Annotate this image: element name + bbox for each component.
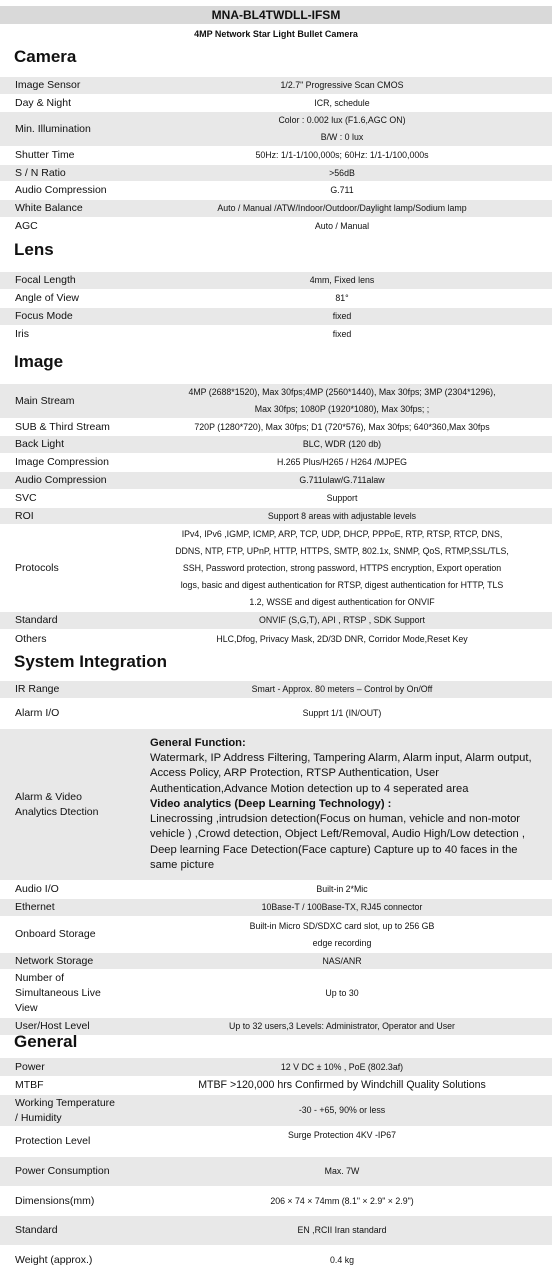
spec-value: NAS/ANR xyxy=(322,955,362,966)
spec-value: G.711ulaw/G.711alaw xyxy=(299,475,385,485)
spec-label: Shutter Time xyxy=(15,149,75,161)
spec-value-line: logs, basic and digest authentication for RTSP, digest authentication for HTTP, TLS xyxy=(180,579,504,590)
spec-label: User/Host Level xyxy=(15,1020,90,1032)
spec-value: Auto / Manual xyxy=(314,220,370,231)
spec-row xyxy=(0,1186,552,1215)
spec-row xyxy=(0,76,552,94)
spec-value: Auto / Manual /ATW/Indoor/Outdoor/Daylight lamp/Sodium lamp xyxy=(217,203,467,213)
spec-row xyxy=(0,952,552,969)
spec-value: -30 - +65, 90% or less xyxy=(298,1105,386,1115)
spec-value-line: DDNS, NTP, FTP, UPnP, HTTP, HTTPS, SMTP, 802.1x, SNMP, QoS, RTMP,SSL/TLS, xyxy=(175,545,509,556)
spec-label-line: Analytics Dtection xyxy=(15,805,99,818)
spec-label xyxy=(0,971,138,1016)
spec-value: >56dB xyxy=(329,167,355,178)
spec-label: Audio Compression xyxy=(15,474,107,486)
spec-value: Up to 32 users,3 Levels: Administrator, Operator and User xyxy=(229,1021,455,1031)
spec-label: Day & Night xyxy=(15,96,72,109)
spec-row xyxy=(0,489,552,507)
spec-row xyxy=(0,1126,552,1156)
spec-row xyxy=(0,271,552,289)
spec-label-line: Working Temperature xyxy=(15,1096,115,1109)
spec-label-line: Number of xyxy=(15,972,65,984)
spec-label: Power Consumption xyxy=(15,1165,110,1177)
spec-label-line: View xyxy=(15,1002,38,1014)
spec-row xyxy=(0,916,552,952)
spec-label: White Balance xyxy=(15,202,83,214)
spec-value: fixed xyxy=(332,329,352,339)
spec-row xyxy=(0,435,552,453)
spec-value: 720P (1280*720), Max 30fps; D1 (720*576), Max 30fps; 640*360,Max 30fps xyxy=(194,421,490,432)
spec-label: AGC xyxy=(15,219,38,232)
lens-table xyxy=(0,271,552,343)
section-title-general: General xyxy=(14,1032,78,1051)
spec-value: Max. 7W xyxy=(324,1166,360,1176)
spec-label: Focus Mode xyxy=(15,310,73,322)
spec-value-line: IPv4, IPv6 ,IGMP, ICMP, ARP, TCP, UDP, DHCP, PPPoE, RTP, RTSP, RTCP, DNS, xyxy=(181,528,503,539)
spec-label: Standard xyxy=(15,1224,58,1236)
spec-row xyxy=(0,698,552,728)
spec-row xyxy=(0,164,552,181)
spec-row xyxy=(0,307,552,325)
spec-label: Main Stream xyxy=(15,394,75,407)
spec-value: 50Hz: 1/1-1/100,000s; 60Hz: 1/1-1/100,000s xyxy=(255,150,429,160)
spec-value: H.265 Plus/H265 / H264 /MJPEG xyxy=(276,457,408,467)
spec-value-line: 4MP (2688*1520), Max 30fps;4MP (2560*1440), Max 30fps; 3MP (2304*1296), xyxy=(188,387,496,397)
spec-label: Weight (approx.) xyxy=(15,1254,93,1266)
spec-label-line: Simultaneous Live xyxy=(15,987,101,999)
section-title-system-integration: System Integration xyxy=(14,652,168,671)
face-detection-text: Deep learning Face Detection(Face capture) Capture up to 40 faces in the same picture xyxy=(150,843,518,871)
spec-value: HLC,Dfog, Privacy Mask, 2D/3D DNR, Corridor Mode,Reset Key xyxy=(216,633,468,644)
section-title-camera: Camera xyxy=(14,47,77,66)
spec-value: Built-in 2*Mic xyxy=(316,884,368,894)
spec-label-line: / Humidity xyxy=(15,1111,62,1124)
spec-label: Alarm I/O xyxy=(15,707,60,719)
spec-label: Others xyxy=(15,632,47,645)
spec-row xyxy=(0,146,552,164)
spec-row xyxy=(0,611,552,629)
spec-label: SVC xyxy=(15,492,37,504)
spec-label: Audio I/O xyxy=(15,883,59,895)
spec-label: S / N Ratio xyxy=(15,166,66,179)
spec-row xyxy=(0,1156,552,1186)
spec-row xyxy=(0,1094,552,1126)
spec-value: ICR, schedule xyxy=(314,97,370,108)
camera-table xyxy=(0,76,552,234)
spec-value: Support 8 areas with adjustable levels xyxy=(267,510,417,521)
spec-label: Onboard Storage xyxy=(15,928,96,940)
image-table xyxy=(0,383,552,648)
spec-row xyxy=(0,524,552,611)
spec-label: Ethernet xyxy=(15,901,55,913)
spec-row xyxy=(0,1215,552,1245)
spec-value: 206 × 74 × 74mm (8.1" × 2.9" × 2.9") xyxy=(270,1195,414,1206)
spec-value: fixed xyxy=(332,311,352,321)
analytics-description xyxy=(138,736,552,873)
spec-row xyxy=(0,453,552,471)
spec-row xyxy=(0,898,552,916)
spec-label: IR Range xyxy=(15,683,60,695)
general-function-heading: General Function: xyxy=(150,737,246,750)
spec-row xyxy=(0,1057,552,1076)
spec-label: Protocols xyxy=(15,561,59,574)
spec-value-line: Built-in Micro SD/SDXC card slot, up to 256 GB xyxy=(249,920,435,931)
spec-value-line: B/W : 0 lux xyxy=(320,132,364,142)
system-table xyxy=(0,680,552,1035)
video-analytics-heading: Video analytics (Deep Learning Technology) : xyxy=(150,797,392,810)
spec-row xyxy=(0,880,552,898)
spec-value-line: Max 30fps; 1080P (1920*1080), Max 30fps; ; xyxy=(254,404,430,414)
spec-label: Focal Length xyxy=(15,274,76,286)
spec-value: EN ,RCII Iran standard xyxy=(297,1225,387,1235)
spec-value: 12 V DC ± 10% , PoE (802.3af) xyxy=(280,1061,404,1072)
spec-label: MTBF xyxy=(15,1079,44,1091)
spec-value: BLC, WDR (120 db) xyxy=(302,439,382,449)
spec-value-line: Color : 0.002 lux (F1.6,AGC ON) xyxy=(278,115,406,125)
spec-label: Dimensions(mm) xyxy=(15,1194,95,1207)
spec-label xyxy=(0,790,138,820)
model-title: MNA-BL4TWDLL-IFSM xyxy=(0,6,552,24)
spec-value-line: SSH, Password protection, strong password, HTTPS encryption, Export operation xyxy=(182,562,502,573)
product-subtitle: 4MP Network Star Light Bullet Camera xyxy=(194,29,358,39)
section-title-lens: Lens xyxy=(14,240,54,259)
spec-row xyxy=(0,111,552,146)
spec-value: Support xyxy=(326,493,358,503)
spec-row xyxy=(0,217,552,234)
spec-value xyxy=(138,112,552,146)
spec-value: Surge Protection 4KV -IP67 xyxy=(287,1130,397,1140)
spec-row xyxy=(0,94,552,111)
spec-value: 81° xyxy=(335,293,349,303)
spec-value: ONVIF (S,G,T), API , RTSP , SDK Support xyxy=(259,615,425,625)
spec-row xyxy=(0,507,552,524)
general-table xyxy=(0,1057,552,1275)
spec-row xyxy=(0,325,552,343)
spec-value xyxy=(138,526,552,611)
spec-label: Min. Illumination xyxy=(15,122,91,135)
spec-value: Supprt 1/1 (IN/OUT) xyxy=(302,708,382,718)
spec-row xyxy=(0,289,552,307)
spec-value xyxy=(138,918,552,952)
spec-label: Protection Level xyxy=(15,1135,91,1147)
spec-row xyxy=(0,629,552,648)
spec-value: Up to 30 xyxy=(325,988,359,998)
spec-row xyxy=(0,1245,552,1275)
spec-label: Standard xyxy=(15,614,58,626)
spec-row xyxy=(0,199,552,217)
spec-label: Iris xyxy=(15,328,29,340)
spec-value: 0.4 kg xyxy=(330,1255,354,1265)
spec-label: Back Light xyxy=(15,438,65,450)
spec-row xyxy=(0,471,552,489)
spec-label: Image Compression xyxy=(15,456,109,468)
spec-value: G.711 xyxy=(330,185,354,195)
spec-row xyxy=(0,418,552,435)
spec-row xyxy=(0,1076,552,1094)
spec-label: Angle of View xyxy=(15,292,80,304)
spec-label-line: Alarm & Video xyxy=(15,790,82,803)
spec-row xyxy=(0,680,552,698)
spec-value: 4mm, Fixed lens xyxy=(309,275,375,285)
section-title-image: Image xyxy=(14,352,64,371)
spec-label xyxy=(0,1096,138,1126)
spec-row xyxy=(0,181,552,199)
spec-label: Audio Compression xyxy=(15,184,107,196)
spec-value: Smart - Approx. 80 meters – Control by On/Off xyxy=(251,684,433,694)
spec-label: ROI xyxy=(15,509,34,522)
spec-value: 10Base-T / 100Base-TX, RJ45 connector xyxy=(261,902,423,912)
spec-value: 1/2.7" Progressive Scan CMOS xyxy=(280,80,404,90)
spec-value: MTBF >120,000 hrs Confirmed by Windchill Quality Solutions xyxy=(198,1079,486,1091)
spec-label: Power xyxy=(15,1060,45,1073)
spec-label: Network Storage xyxy=(15,954,94,967)
spec-value-line: 1.2, WSSE and digest authentication for ONVIF xyxy=(249,596,435,607)
spec-label: SUB & Third Stream xyxy=(15,420,110,433)
spec-label: Image Sensor xyxy=(15,79,81,91)
spec-value-line: edge recording xyxy=(312,937,372,948)
general-function-text: Watermark, IP Address Filtering, Tampering Alarm, Alarm input, Alarm output, Access Policy, ARP Protection, RTSP Authentication, User Authentication,Advance Motion detection up to 4 seperated area xyxy=(150,752,532,795)
spec-value xyxy=(138,384,552,418)
video-analytics-text: Linecrossing ,intrudsion detection(Focus on human, vehicle and non-motor vehicle ) ,Crowd detection, Object Left/Removal, Audio High/Low detection , xyxy=(150,813,525,841)
spec-row xyxy=(0,969,552,1017)
spec-row xyxy=(0,383,552,418)
spec-row-analytics xyxy=(0,728,552,880)
